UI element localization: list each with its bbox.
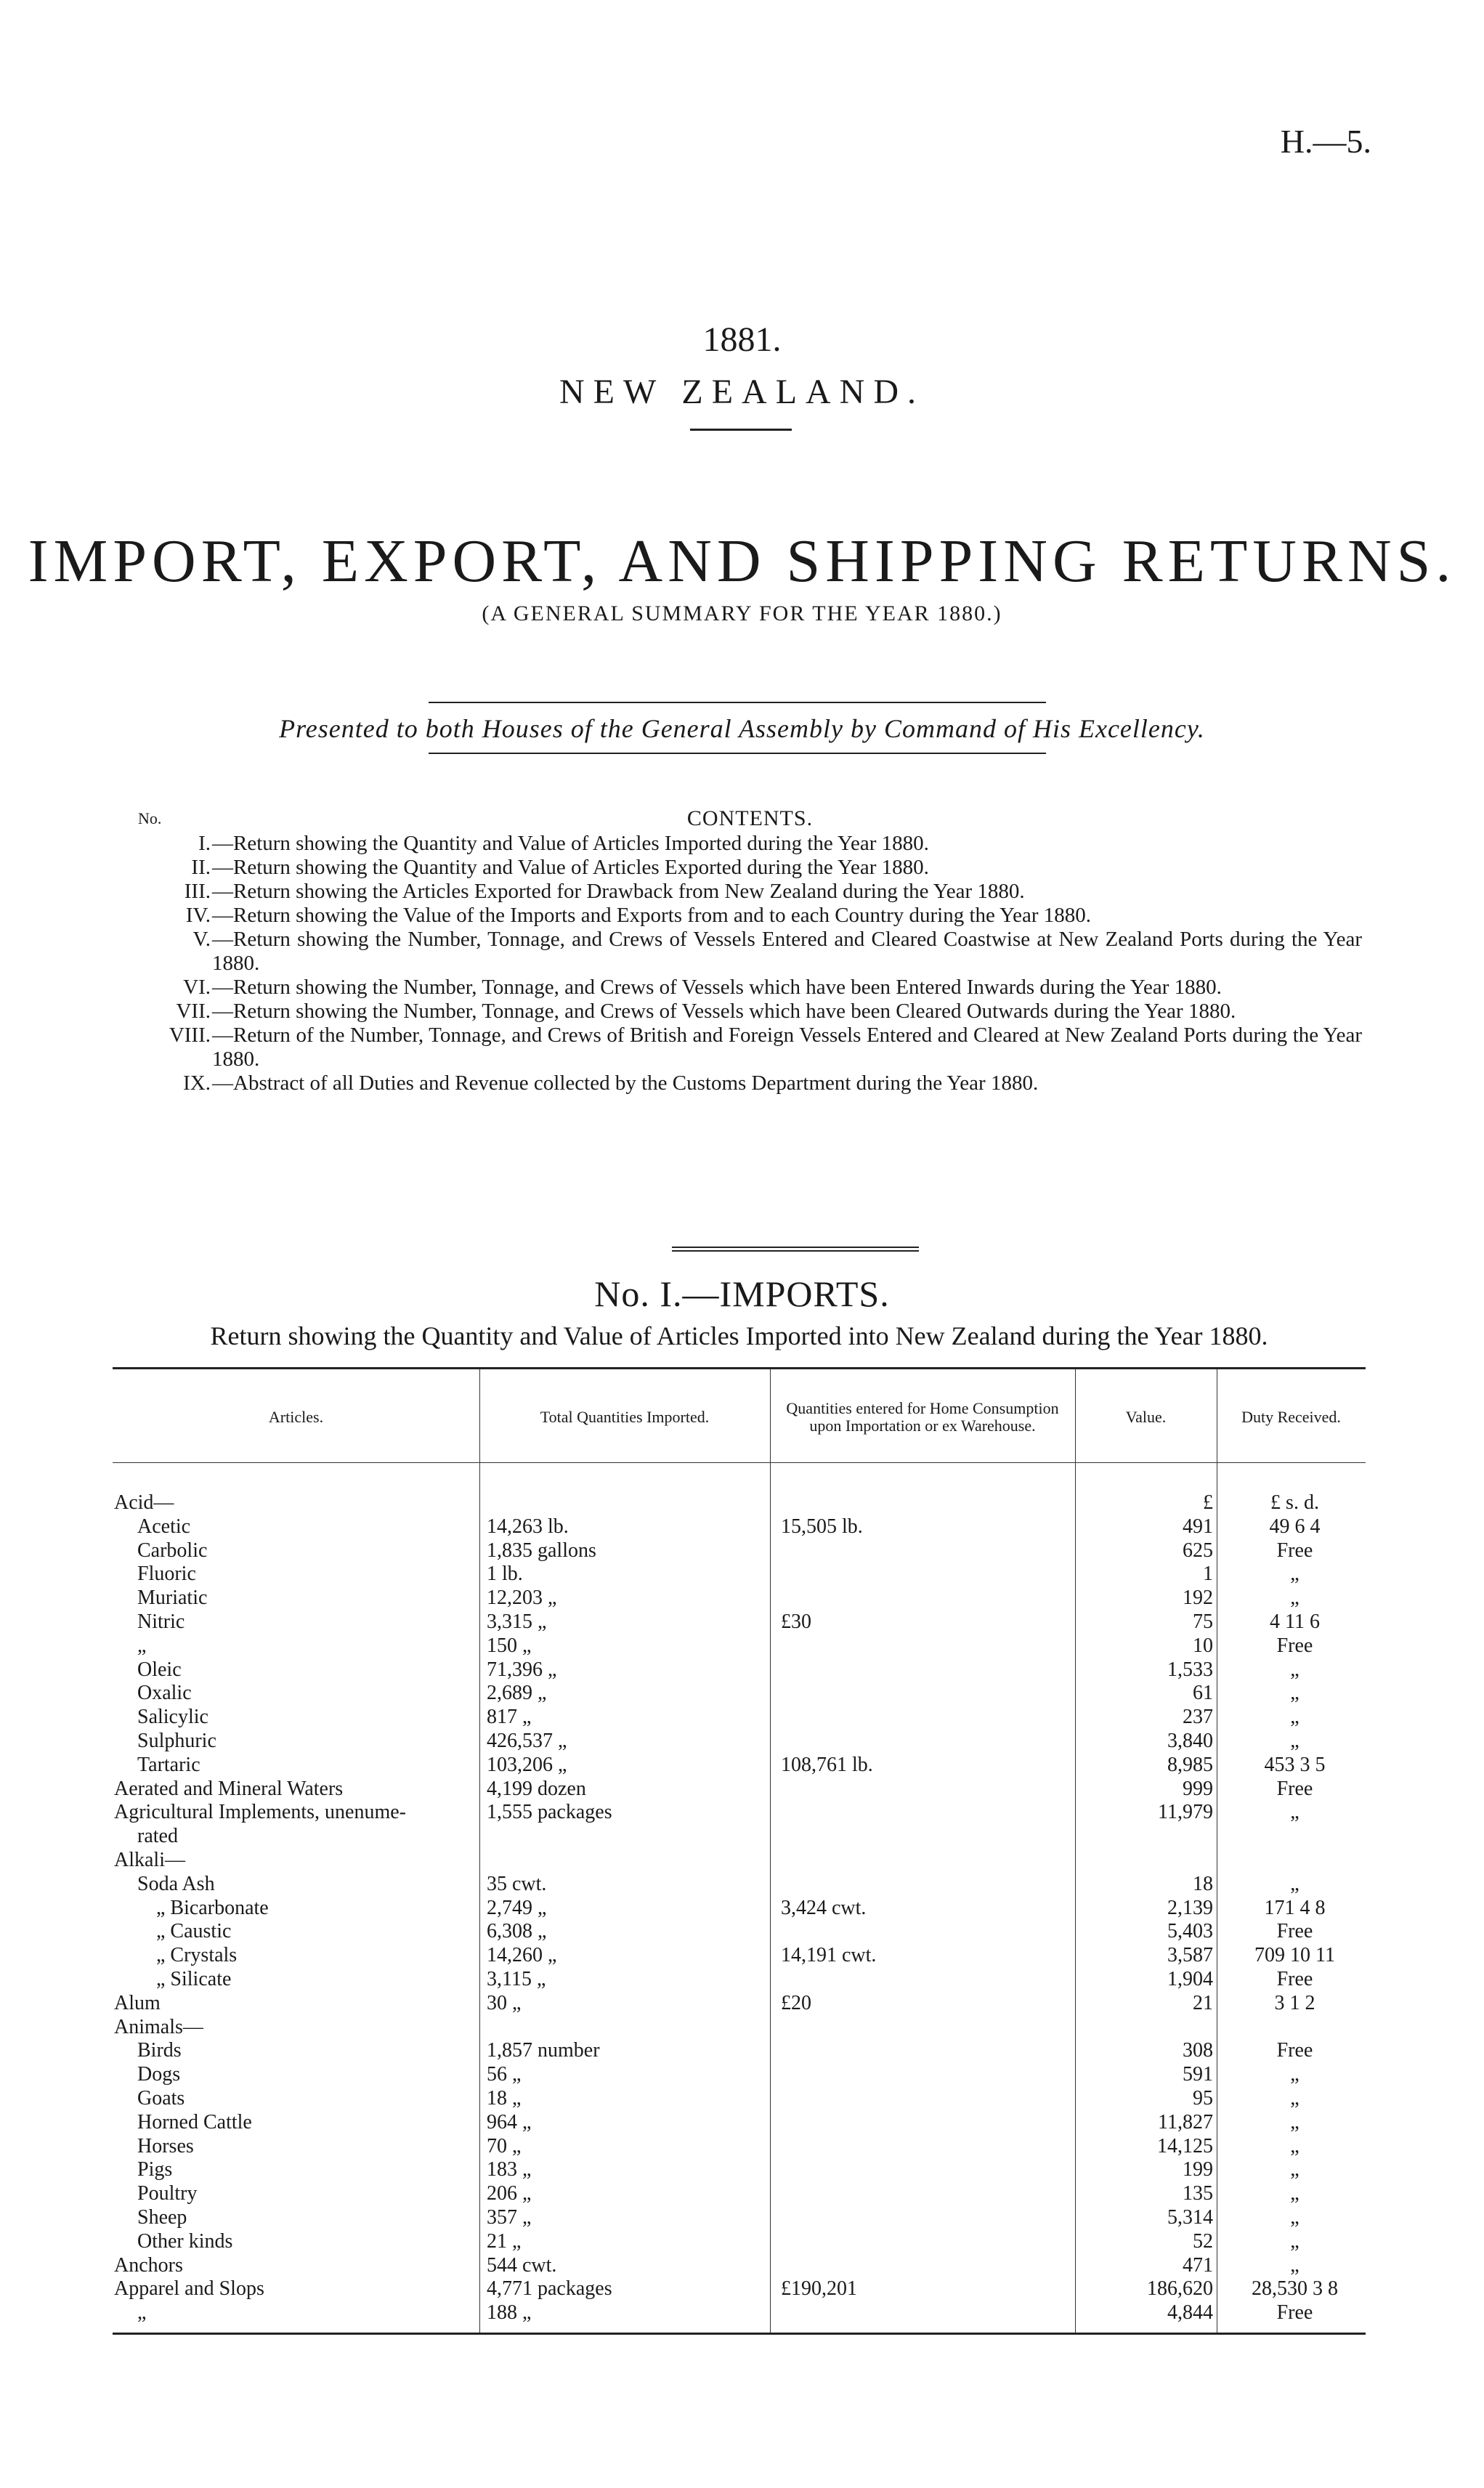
contents-item-text: —Return showing the Value of the Imports and Exports from and to each Country during the Year 1880. — [212, 904, 1092, 927]
cell-qty: 56 „ — [487, 2063, 522, 2086]
cell-article: Oxalic — [137, 1682, 192, 1705]
cell-article: Agricultural Implements, unenume- — [114, 1801, 406, 1824]
header-divider — [113, 1462, 1366, 1463]
table-row — [113, 1706, 1366, 1729]
cell-article: Horned Cattle — [137, 2110, 252, 2134]
contents-no-label: No. — [138, 809, 162, 827]
contents-item — [138, 856, 1362, 880]
table-row — [113, 1563, 1366, 1586]
cell-duty: „ — [1290, 1706, 1299, 1729]
cell-value: 21 — [1193, 1991, 1213, 2014]
table-row — [113, 1730, 1366, 1753]
cell-qty: 2,689 „ — [487, 1682, 547, 1705]
contents-item-number: IV. — [185, 904, 211, 927]
cell-qty: 71,396 „ — [487, 1658, 557, 1681]
table-row — [113, 1897, 1366, 1920]
cell-article: Sulphuric — [137, 1730, 216, 1752]
cell-duty: 28,530 3 8 — [1252, 2277, 1338, 2301]
cell-duty: „ — [1290, 2087, 1299, 2110]
cell-article: Horses — [137, 2134, 194, 2157]
divider — [672, 1247, 919, 1248]
cell-article: rated — [137, 1825, 178, 1848]
cell-duty: Free — [1276, 1920, 1313, 1943]
cell-value: 192 — [1183, 1587, 1213, 1610]
cell-qty: 183 „ — [487, 2158, 532, 2181]
table-row — [113, 1920, 1366, 1943]
cell-duty: Free — [1276, 1777, 1313, 1800]
cell-qty: 2,749 „ — [487, 1896, 547, 1919]
contents-item — [138, 832, 1362, 856]
cell-value: 1 — [1203, 1563, 1213, 1586]
cell-article: „ Caustic — [156, 1920, 232, 1943]
cell-article: Goats — [137, 2087, 185, 2110]
cell-value: 1,533 — [1167, 1658, 1213, 1681]
document-reference: H.—5. — [1280, 123, 1371, 160]
cell-duty: „ — [1290, 1801, 1299, 1824]
cell-qty: 1,555 packages — [487, 1801, 612, 1824]
cell-duty: 4 11 6 — [1270, 1610, 1320, 1633]
contents-item-number: VIII. — [169, 1024, 211, 1047]
contents-item-text: —Return of the Number, Tonnage, and Crews of British and Foreign Vessels Entered and Cleared at New Zealand Ports during the Year 1880. — [212, 1024, 1362, 1071]
cell-duty: 453 3 5 — [1264, 1753, 1326, 1776]
contents-item-text: —Return showing the Number, Tonnage, and Crews of Vessels Entered and Cleared Coastwise at New Zealand Ports during the Year 1880. — [212, 928, 1362, 975]
cell-value: 3,587 — [1167, 1944, 1213, 1967]
cell-article: Nitric — [137, 1610, 185, 1633]
cell-value: 1,904 — [1167, 1968, 1213, 1990]
cell-value: 11,979 — [1158, 1801, 1213, 1824]
cell-qty: 1,857 number — [487, 2039, 600, 2062]
imports-subtitle: Return showing the Quantity and Value of Articles Imported into New Zealand during the Year 1880. — [210, 1321, 1268, 1350]
table-row — [113, 2206, 1366, 2229]
cell-duty: Free — [1276, 1539, 1313, 1562]
table-row — [113, 2016, 1366, 2039]
contents-item-number: VI. — [183, 976, 211, 999]
cell-article: Oleic — [137, 1658, 182, 1681]
cell-value: 14,125 — [1157, 2134, 1213, 2157]
column-header-home: Quantities entered for Home Consumption upon Importation or ex Warehouse. — [786, 1399, 1059, 1435]
cell-article: Acetic — [137, 1515, 191, 1538]
cell-article: Tartaric — [137, 1753, 200, 1776]
cell-value: 11,827 — [1158, 2110, 1213, 2134]
contents-item-number: VII. — [176, 1000, 211, 1023]
cell-article: „ Bicarbonate — [156, 1896, 269, 1919]
cell-qty: 21 „ — [487, 2229, 522, 2253]
cell-article: Soda Ash — [137, 1872, 215, 1895]
table-row — [113, 2135, 1366, 2158]
cell-duty: Free — [1276, 1634, 1313, 1657]
cell-value: 625 — [1183, 1539, 1213, 1562]
divider — [429, 753, 1046, 754]
cell-duty: „ — [1290, 2206, 1299, 2229]
cell-article: Muriatic — [137, 1587, 208, 1610]
country-heading: NEW ZEALAND. — [559, 373, 925, 411]
cell-qty: 357 „ — [487, 2206, 532, 2229]
cell-value: 591 — [1183, 2063, 1213, 2086]
cell-value: 999 — [1183, 1777, 1213, 1800]
page-title: IMPORT, EXPORT, AND SHIPPING RETURNS. — [28, 527, 1456, 595]
contents-heading: CONTENTS. — [686, 806, 814, 830]
cell-article: Alkali— — [114, 1849, 185, 1871]
table-row — [113, 2158, 1366, 2181]
cell-article: Aerated and Mineral Waters — [114, 1777, 344, 1800]
contents-item — [138, 880, 1362, 904]
cell-article: Birds — [137, 2039, 182, 2062]
cell-article: Poultry — [137, 2182, 198, 2205]
cell-duty: „ — [1290, 1682, 1299, 1705]
cell-value: 18 — [1193, 1872, 1213, 1895]
table-row — [113, 2039, 1366, 2062]
column-header-total: Total Quantities Imported. — [540, 1408, 710, 1426]
table-row — [113, 1801, 1366, 1824]
table-row — [113, 1658, 1366, 1682]
divider — [672, 1250, 919, 1252]
cell-home: 15,505 lb. — [781, 1515, 863, 1538]
cell-qty: 964 „ — [487, 2110, 532, 2134]
contents-item-number: I. — [198, 832, 211, 855]
cell-duty: „ — [1290, 2110, 1299, 2134]
table-row — [113, 2063, 1366, 2086]
cell-duty: 171 4 8 — [1264, 1896, 1326, 1919]
imports-table — [113, 1367, 1366, 2335]
cell-duty: Free — [1276, 2039, 1313, 2062]
cell-article: Salicylic — [137, 1706, 208, 1729]
cell-value: 95 — [1193, 2087, 1213, 2110]
table-row — [113, 1515, 1366, 1539]
cell-qty: 3,115 „ — [487, 1968, 546, 1990]
cell-value: 308 — [1183, 2039, 1213, 2062]
cell-duty: „ — [1290, 2253, 1299, 2277]
contents-item-number: II. — [191, 856, 211, 879]
contents-item-number: III. — [184, 880, 211, 903]
cell-qty: 70 „ — [487, 2134, 522, 2157]
table-row — [113, 1944, 1366, 1967]
table-row — [113, 1849, 1366, 1872]
cell-qty: 1 lb. — [487, 1563, 523, 1586]
table-row — [113, 1587, 1366, 1610]
cell-qty: 426,537 „ — [487, 1730, 567, 1752]
contents-item — [138, 1000, 1362, 1024]
cell-value: 471 — [1183, 2253, 1213, 2277]
cell-qty: 3,315 „ — [487, 1610, 547, 1633]
cell-qty: 1,835 gallons — [487, 1539, 596, 1562]
cell-duty: 3 1 2 — [1274, 1991, 1315, 2014]
cell-duty: £ s. d. — [1270, 1491, 1319, 1514]
cell-value: 75 — [1193, 1610, 1213, 1633]
table-row — [113, 1754, 1366, 1777]
table-row — [113, 1634, 1366, 1658]
contents-item — [138, 904, 1362, 928]
cell-home: £30 — [781, 1610, 811, 1633]
cell-value: £ — [1203, 1491, 1213, 1514]
cell-home: £190,201 — [781, 2277, 857, 2301]
cell-duty: „ — [1290, 2229, 1299, 2253]
table-row — [113, 2301, 1366, 2325]
table-row — [113, 1873, 1366, 1896]
cell-article: Pigs — [137, 2158, 173, 2181]
cell-value: 3,840 — [1167, 1730, 1213, 1752]
cell-value: 186,620 — [1147, 2277, 1213, 2301]
divider — [429, 702, 1046, 703]
cell-home: £20 — [781, 1991, 811, 2014]
cell-qty: 14,263 lb. — [487, 1515, 569, 1538]
cell-article: „ — [137, 2301, 147, 2325]
table-row — [113, 2087, 1366, 2110]
page-subtitle: (A GENERAL SUMMARY FOR THE YEAR 1880.) — [482, 601, 1002, 625]
cell-duty: „ — [1290, 2134, 1299, 2157]
contents-item — [138, 1024, 1362, 1071]
contents-list — [138, 832, 1362, 1095]
contents-item — [138, 1071, 1362, 1095]
cell-article: Dogs — [137, 2063, 181, 2086]
cell-value: 4,844 — [1167, 2301, 1213, 2325]
contents-item-text: —Return showing the Number, Tonnage, and Crews of Vessels which have been Cleared Outwards during the Year 1880. — [212, 1000, 1236, 1023]
cell-value: 10 — [1193, 1634, 1213, 1657]
contents-item-number: V. — [192, 928, 211, 951]
contents-item-text: —Return showing the Quantity and Value of Articles Exported during the Year 1880. — [212, 856, 929, 879]
cell-duty: „ — [1290, 1587, 1299, 1610]
cell-duty: „ — [1290, 2182, 1299, 2205]
contents-item-number: IX. — [183, 1071, 211, 1095]
table-row — [113, 2277, 1366, 2301]
contents-item-text: —Return showing the Quantity and Value of Articles Imported during the Year 1880. — [212, 832, 929, 855]
cell-article: Alum — [114, 1991, 161, 2014]
cell-duty: Free — [1276, 2301, 1313, 2325]
cell-value: 199 — [1183, 2158, 1213, 2181]
column-header-value: Value. — [1125, 1408, 1167, 1426]
presented-line: Presented to both Houses of the General Assembly by Command of His Excellency. — [279, 714, 1205, 743]
contents-item — [138, 928, 1362, 976]
table-row — [113, 1610, 1366, 1634]
cell-value: 5,403 — [1167, 1920, 1213, 1943]
cell-article: Fluoric — [137, 1563, 196, 1586]
table-row — [113, 2254, 1366, 2277]
cell-qty: 544 cwt. — [487, 2253, 557, 2277]
cell-article: „ — [137, 1634, 147, 1657]
table-row — [113, 1682, 1366, 1705]
cell-duty: „ — [1290, 1563, 1299, 1586]
column-header-duty: Duty Received. — [1241, 1408, 1341, 1426]
cell-value: 8,985 — [1167, 1753, 1213, 1776]
cell-qty: 12,203 „ — [487, 1587, 557, 1610]
table-row — [113, 2230, 1366, 2253]
cell-article: Apparel and Slops — [114, 2277, 264, 2301]
table-row — [113, 1539, 1366, 1563]
cell-duty: „ — [1290, 2158, 1299, 2181]
cell-value: 52 — [1193, 2229, 1213, 2253]
cell-duty: Free — [1276, 1968, 1313, 1990]
cell-qty: 4,199 dozen — [487, 1777, 586, 1800]
cell-home: 108,761 lb. — [781, 1753, 873, 1776]
contents-item-text: —Return showing the Articles Exported for Drawback from New Zealand during the Year 1880. — [212, 880, 1025, 903]
contents-item-text: —Abstract of all Duties and Revenue collected by the Customs Department during the Year 1880. — [212, 1071, 1039, 1095]
cell-value: 135 — [1183, 2182, 1213, 2205]
cell-qty: 6,308 „ — [487, 1920, 547, 1943]
cell-value: 237 — [1183, 1706, 1213, 1729]
imports-title: No. I.—IMPORTS. — [594, 1273, 890, 1314]
document-year: 1881. — [702, 320, 782, 359]
cell-qty: 188 „ — [487, 2301, 532, 2325]
cell-duty: „ — [1290, 1730, 1299, 1752]
cell-duty: „ — [1290, 1872, 1299, 1895]
divider — [690, 429, 792, 431]
cell-home: 14,191 cwt. — [781, 1944, 877, 1967]
cell-article: „ Silicate — [156, 1968, 232, 1990]
cell-qty: 30 „ — [487, 1991, 522, 2014]
table-row — [113, 1778, 1366, 1801]
contents-item — [138, 976, 1362, 1000]
column-header-articles: Articles. — [268, 1408, 324, 1426]
table-row — [113, 2182, 1366, 2205]
table-row — [113, 1992, 1366, 2015]
cell-qty: 14,260 „ — [487, 1944, 557, 1967]
cell-qty: 103,206 „ — [487, 1753, 567, 1776]
cell-duty: 709 10 11 — [1254, 1944, 1335, 1967]
cell-home: 3,424 cwt. — [781, 1896, 867, 1919]
cell-qty: 35 cwt. — [487, 1872, 547, 1895]
cell-qty: 18 „ — [487, 2087, 522, 2110]
cell-article: Carbolic — [137, 1539, 208, 1562]
table-row — [113, 1491, 1366, 1515]
cell-duty: „ — [1290, 1658, 1299, 1681]
cell-article: Acid— — [114, 1491, 174, 1514]
cell-qty: 817 „ — [487, 1706, 532, 1729]
cell-value: 491 — [1183, 1515, 1213, 1538]
cell-duty: 49 6 4 — [1269, 1515, 1321, 1538]
cell-duty: „ — [1290, 2063, 1299, 2086]
table-row — [113, 1825, 1366, 1848]
cell-article: Anchors — [114, 2253, 183, 2277]
table-row — [113, 1968, 1366, 1991]
contents-item-text: —Return showing the Number, Tonnage, and Crews of Vessels which have been Entered Inwards during the Year 1880. — [212, 976, 1222, 999]
cell-article: Animals— — [114, 2015, 203, 2038]
cell-article: „ Crystals — [156, 1944, 238, 1967]
cell-value: 5,314 — [1167, 2206, 1213, 2229]
table-row — [113, 2111, 1366, 2134]
cell-qty: 150 „ — [487, 1634, 532, 1657]
cell-value: 61 — [1193, 1682, 1213, 1705]
cell-qty: 4,771 packages — [487, 2277, 612, 2301]
cell-qty: 206 „ — [487, 2182, 532, 2205]
cell-value: 2,139 — [1167, 1896, 1213, 1919]
cell-article: Other kinds — [137, 2229, 233, 2253]
cell-article: Sheep — [137, 2206, 187, 2229]
contents-section — [138, 806, 1362, 1095]
